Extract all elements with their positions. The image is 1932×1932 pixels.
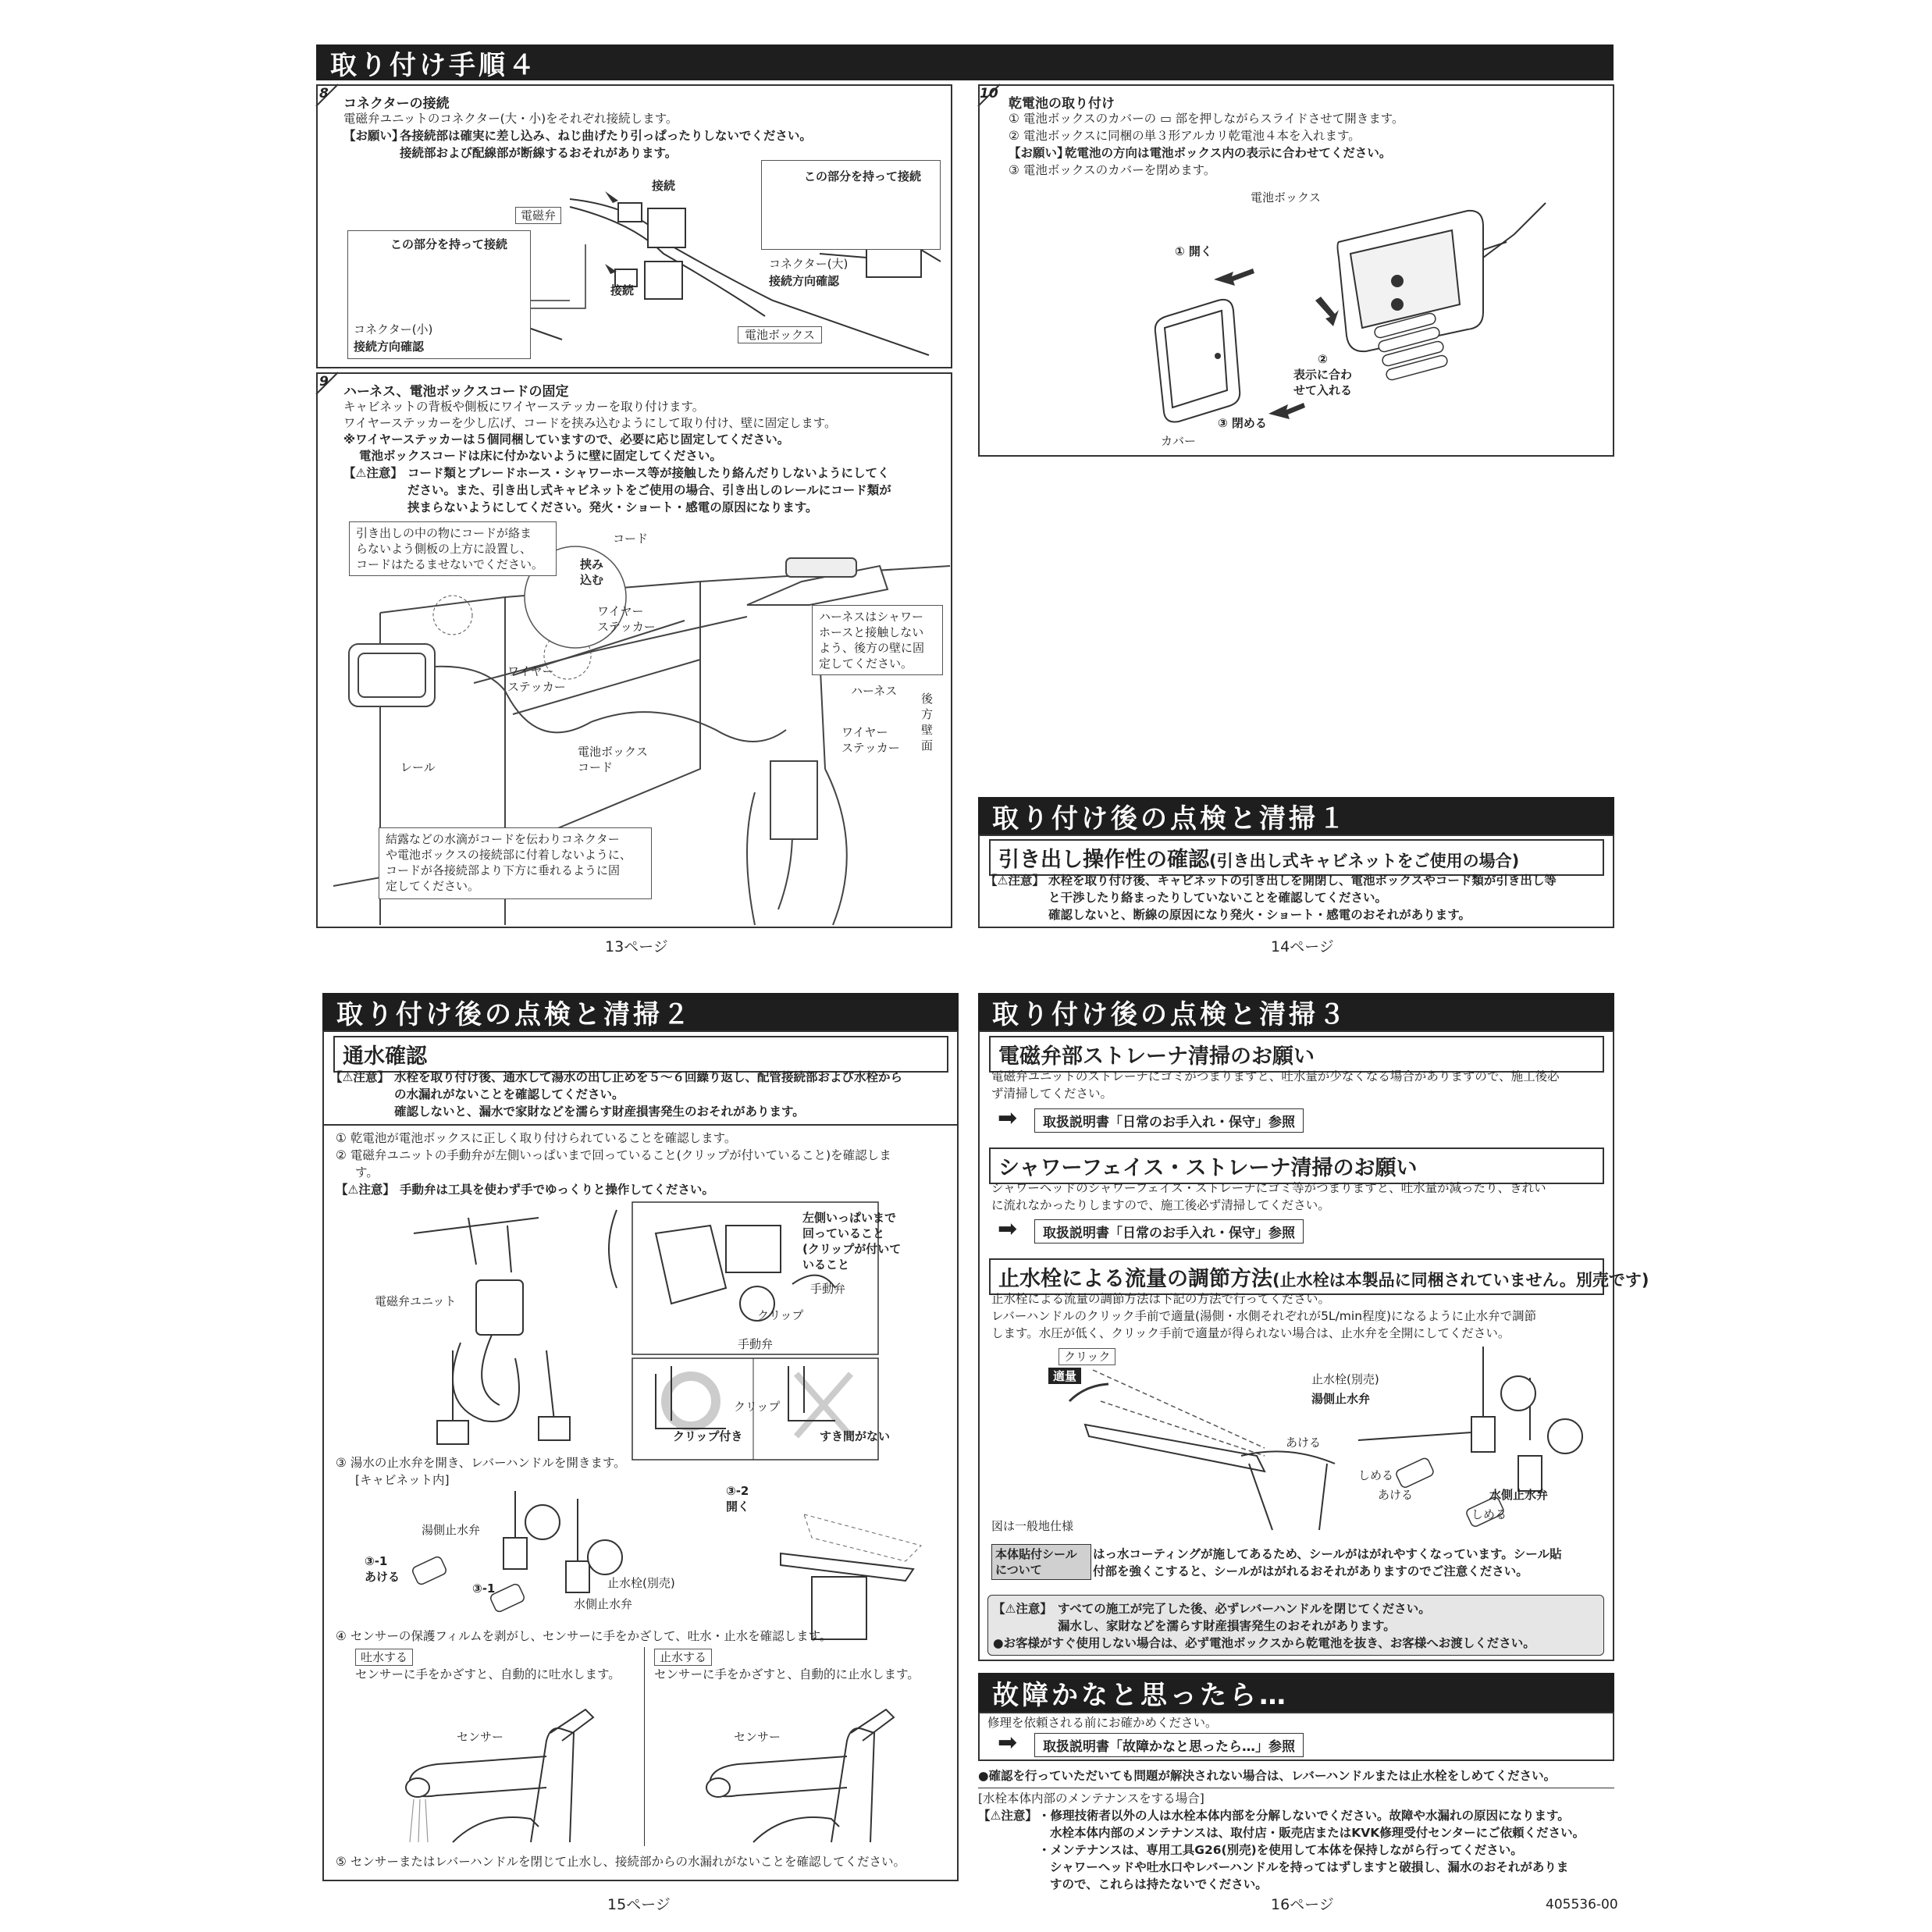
step9-number: 9	[319, 374, 329, 390]
battery-cord-label: 電池ボックス コード	[578, 745, 648, 774]
drawer-check-heading	[989, 839, 1604, 876]
p15-caution1: 水栓を取り付け後、通水して湯水の出し止めを５～６回繰り返し、配管接続部および水栓から	[394, 1070, 903, 1084]
p14-caution2: と干渉したり絡まったりしていないことを確認してください。	[1048, 891, 1388, 905]
p15-item2a: ② 電磁弁ユニットの手動弁が左側いっぱいまで回っていること(クリップが付いていること)を確認しま	[336, 1148, 891, 1162]
water-check-heading	[333, 1036, 948, 1073]
hot-valve-label: 湯側止水弁	[422, 1523, 481, 1537]
connector-large-dir: 接続方向確認	[769, 274, 840, 288]
cover-label: カバー	[1161, 434, 1197, 448]
fault-ref[interactable]: 取扱説明書「故障かなと思ったら…」参照	[1034, 1733, 1304, 1757]
connect-label-2: 接続	[610, 283, 635, 297]
p16-title-bar	[978, 993, 1614, 1030]
step10-note-tag: 【お願い】	[1009, 146, 1069, 160]
wire-sticker-label-2: ワイヤー ステッカー	[507, 664, 566, 694]
close-label-1: しめる	[1358, 1468, 1394, 1482]
water-check-title: 通水確認	[343, 1044, 427, 1069]
proper-amount-tag: 適量	[1048, 1368, 1081, 1384]
p16-gray3: ●お客様がすぐ使用しない場合は、必ず電池ボックスから乾電池を抜き、お客様へお渡しください。	[993, 1636, 1535, 1650]
connector-large-label: コネクター(大)	[769, 257, 849, 271]
p16-gray-tag: 【⚠注意】	[993, 1602, 1052, 1616]
p15-title: 取り付け後の点検と清掃２	[336, 998, 692, 1030]
flow-adjust-title: 止水栓による流量の調節方法	[998, 1267, 1272, 1291]
fault-title-bar	[978, 1673, 1614, 1712]
hold-here-label-small: この部分を持って接続	[390, 237, 508, 251]
page-number-15: 15ページ	[607, 1896, 671, 1913]
manual-valve-label: 手動弁	[810, 1282, 846, 1296]
seal-text: はっ水コーティングが施してあるため、シールがはがれやすくなっています。シール貼 付部を強くこすると、シールがはがれるおそれがありますのでご注意ください。	[1093, 1547, 1562, 1578]
step8-note-tag: 【お願い】	[343, 129, 404, 143]
connector-small-label: コネクター(小)	[354, 322, 433, 336]
p15-caution4: 手動弁は工具を使わず手でゆっくりと操作してください。	[400, 1183, 714, 1197]
no-gap-label: すき間がない	[820, 1429, 891, 1443]
p15-title-bar	[322, 993, 959, 1030]
p15-divider	[322, 1124, 959, 1126]
fault-ref-arrow: ➡	[998, 1729, 1018, 1756]
open-label-1: あける	[1286, 1436, 1322, 1450]
p14-caution1: 水栓を取り付け後、キャビネットの引き出しを開閉し、電池ボックスやコード類が引き出し等	[1048, 873, 1557, 888]
after-check-note: ●確認を行っていただいても問題が解決されない場合は、レバーハンドルまたは止水栓をしめてください。	[978, 1769, 1557, 1783]
strainer-ref[interactable]: 取扱説明書「日常のお手入れ・保守」参照	[1034, 1108, 1304, 1133]
battery-box-label: 電池ボックス	[1251, 190, 1321, 205]
insert-label: ② 表示に合わ せて入れる	[1293, 352, 1353, 397]
open-label-2: あける	[1378, 1488, 1414, 1502]
flow-adjust-line2: レバーハンドルのクリック手前で適量(湯側・水側それぞれが5L/min程度)になるように止水弁で調節	[991, 1309, 1537, 1323]
harness-label: ハーネス	[851, 684, 898, 698]
strainer-heading	[989, 1036, 1604, 1073]
p14-title: 取り付け後の点検と清掃１	[992, 802, 1348, 834]
step9-caution-tag: 【⚠注意】	[343, 466, 403, 480]
spout-tag: 吐水する	[355, 1649, 413, 1666]
wire-sticker-label-3: ワイヤー ステッカー	[841, 725, 900, 755]
maint4: シャワーヘッドや吐水口やレバーハンドルを持ってはずしますと破損し、漏水のおそれがありま	[1050, 1860, 1569, 1874]
stop-text: センサーに手をかざすと、自動的に止水します。	[654, 1667, 920, 1681]
p15-item5: ⑤ センサーまたはレバーハンドルを閉じて止水し、接続部からの水漏れがないことを確認してください。	[336, 1855, 906, 1869]
maint1: ・修理技術者以外の人は水栓本体内部を分解しないでください。故障や水漏れの原因になります。	[1038, 1809, 1570, 1823]
page-number-13: 13ページ	[605, 938, 668, 955]
valve-tag: 電磁弁	[515, 207, 561, 224]
shower-strainer-heading	[989, 1147, 1604, 1184]
maint3: ・メンテナンスは、専用工具G26(別売)を使用して本体を保持しながら行ってください。	[1038, 1843, 1523, 1857]
step8-number: 8	[319, 86, 329, 101]
step10-line3: ③ 電池ボックスのカバーを閉めます。	[1009, 163, 1216, 177]
stop-valve-sep-label-16: 止水栓(別売)	[1311, 1372, 1379, 1386]
fault-title: 故障かなと思ったら…	[992, 1679, 1289, 1711]
flow-adjust-note: (止水栓は本製品に同梱されていません。別売です)	[1272, 1271, 1649, 1290]
connect-label-1: 接続	[652, 179, 676, 193]
p14-title-bar	[978, 797, 1614, 834]
battery-box-illustration	[1140, 187, 1530, 453]
p13-title-bar	[316, 44, 1614, 80]
step9-caution2: ださい。また、引き出し式キャビネットをご使用の場合、引き出しのレールにコード類が	[407, 483, 891, 497]
strainer-line2: ず清掃してください。	[991, 1087, 1113, 1101]
step9-line2: ワイヤーステッカーを少し広げ、コードを挟み込むようにして取り付け、壁に固定します。	[343, 416, 837, 430]
hot-valve-label-16: 湯側止水弁	[1311, 1392, 1371, 1406]
p13-title: 取り付け手順４	[330, 49, 538, 81]
document-code: 405536-00	[1546, 1897, 1618, 1912]
p15-caution4-tag: 【⚠注意】	[336, 1183, 395, 1197]
shower-strainer-ref[interactable]: 取扱説明書「日常のお手入れ・保守」参照	[1034, 1219, 1304, 1244]
p15-caution-tag: 【⚠注意】	[330, 1070, 390, 1084]
step10-note: 乾電池の方向は電池ボックス内の表示に合わせてください。	[1065, 146, 1392, 160]
stop-valve-sep-label: 止水栓(別売)	[607, 1576, 675, 1590]
seal-tag: 本体貼付シール について	[991, 1544, 1091, 1580]
shower-ref-arrow: ➡	[998, 1215, 1018, 1243]
shower-strainer-title: シャワーフェイス・ストレーナ清掃のお願い	[998, 1156, 1418, 1180]
clip-label-2: クリップ	[734, 1400, 781, 1414]
battery-box-tag: 電池ボックス	[738, 326, 822, 343]
p14-caution3: 確認しないと、断線の原因になり発火・ショート・感電のおそれがあります。	[1048, 908, 1471, 922]
stop-valve-illustration	[343, 1483, 945, 1639]
step9-line3: ※ワイヤーステッカーは５個同梱していますので、必要に応じ固定してください。	[343, 432, 790, 447]
rear-wall-label: 後 方 壁 面	[921, 692, 934, 753]
connector-small-dir: 接続方向確認	[354, 340, 425, 354]
step9-title: ハーネス、電池ボックスコードの固定	[343, 384, 569, 400]
open-label: ① 開く	[1175, 244, 1212, 258]
p15-col-divider	[644, 1647, 645, 1846]
solenoid-unit-label: 電磁弁ユニット	[375, 1294, 457, 1308]
step9-caution1: コード類とブレードホース・シャワーホース等が接触したり絡んだりしないようにしてく	[407, 466, 890, 480]
drawer-check-note: (引き出し式キャビネットをご使用の場合)	[1209, 852, 1520, 870]
flow-adjust-line1: 止水栓による流量の調節方法は下記の方法で行ってください。	[991, 1292, 1331, 1306]
strainer-line1: 電磁弁ユニットのストレーナにゴミがつまりますと、吐水量が少なくなる場合がありますので、施工後必	[991, 1069, 1560, 1083]
step10-title: 乾電池の取り付け	[1009, 96, 1115, 112]
manual-valve-label-2: 手動弁	[738, 1337, 774, 1351]
hold-here-label-large: この部分を持って接続	[804, 169, 922, 183]
harness-callout: ハーネスはシャワー ホースと接触しない よう、後方の壁に固 定してください。	[812, 605, 943, 675]
clip-label: クリップ	[757, 1308, 804, 1322]
click-tag: クリック	[1059, 1348, 1115, 1365]
shower-strainer-line1: シャワーヘッドのシャワーフェイス・ストレーナにゴミ等がつまりますと、吐水量が減ったり、きれい	[991, 1181, 1546, 1195]
step9-caution3: 挟まらないようにしてください。発火・ショート・感電の原因になります。	[407, 500, 818, 514]
step-31: ③-1	[472, 1582, 496, 1596]
cold-valve-label: 水側止水弁	[574, 1597, 633, 1611]
page-number-16: 16ページ	[1271, 1896, 1334, 1913]
maint-title: [水栓本体内部のメンテナンスをする場合]	[978, 1791, 1204, 1806]
pinch-label: 挟み 込む	[580, 557, 604, 587]
p15-item2b: す。	[355, 1165, 379, 1179]
p15-item3: ③ 湯水の止水弁を開き、レバーハンドルを開きます。	[336, 1456, 626, 1470]
step-31-open: ③-1 あける	[365, 1554, 400, 1584]
wire-sticker-label-1: ワイヤー ステッカー	[597, 604, 656, 634]
p15-item4: ④ センサーの保護フィルムを剥がし、センサーに手をかざして、吐水・止水を確認します。	[336, 1629, 832, 1643]
p16-gray1: すべての施工が完了した後、必ずレバーハンドルを閉じてください。	[1058, 1602, 1431, 1616]
dew-callout: 結露などの水滴がコードを伝わりコネクター や電池ボックスの接続部に付着しないように、 コードが各接続部より下方に垂れるように固 定してください。	[379, 827, 652, 899]
step10-line1: ① 電池ボックスのカバーの ▭ 部を押しながらスライドさせて開きます。	[1009, 112, 1404, 126]
step8-line1: 電磁弁ユニットのコネクター(大・小)をそれぞれ接続します。	[343, 112, 678, 126]
stop-tag: 止水する	[654, 1649, 712, 1666]
maint-tag: 【⚠注意】	[978, 1809, 1037, 1823]
step10-line2: ② 電池ボックスに同梱の単３形アルカリ乾電池４本を入れます。	[1009, 129, 1361, 143]
strainer-ref-arrow: ➡	[998, 1105, 1018, 1132]
step9-line4: 電池ボックスコードは床に付かないように壁に固定してください。	[359, 449, 722, 463]
sensor-label-left: センサー	[457, 1730, 504, 1744]
p15-item1: ① 乾電池が電池ボックスに正しく取り付けられていることを確認します。	[336, 1131, 737, 1145]
fault-line: 修理を依頼される前にお確かめください。	[987, 1716, 1218, 1730]
strainer-title: 電磁弁部ストレーナ清掃のお願い	[998, 1044, 1315, 1069]
p15-item3-sub: [キャビネット内]	[355, 1473, 450, 1487]
flow-adjust-line3: します。水圧が低く、クリック手前で適量が得られない場合は、止水弁を全開にしてください。	[991, 1326, 1510, 1340]
with-clip-label: クリップ付き	[673, 1429, 743, 1443]
drawer-callout: 引き出しの中の物にコードが絡ま らないよう側板の上方に設置し、 コードはたるませないでください。	[349, 521, 557, 576]
p16-gray2: 漏水し、家財などを濡らす財産損害発生のおそれがあります。	[1058, 1619, 1396, 1633]
general-spec-label: 図は一般地仕様	[991, 1519, 1074, 1533]
step-32-open: ③-2 開く	[726, 1484, 750, 1514]
sensor-faucet-right	[691, 1686, 925, 1846]
rail-label: レール	[400, 760, 436, 774]
step9-line1: キャビネットの背板や側板にワイヤーステッカーを取り付けます。	[343, 400, 705, 414]
p15-caution3: 確認しないと、漏水で家財などを濡らす財産損害発生のおそれがあります。	[394, 1105, 805, 1119]
sensor-label-right: センサー	[734, 1730, 781, 1744]
shower-strainer-line2: に流れなかったりしますので、施工後必ず清掃してください。	[991, 1198, 1330, 1212]
cord-label: コード	[613, 532, 649, 546]
p15-caution2: の水漏れがないことを確認してください。	[394, 1087, 624, 1101]
close-label: ③ 閉める	[1218, 416, 1267, 430]
flow-adjust-heading	[989, 1258, 1649, 1295]
p14-caution-tag: 【⚠注意】	[985, 873, 1044, 888]
step8-note2: 接続部および配線部が断線するおそれがあります。	[400, 146, 678, 160]
maint2: 水栓本体内部のメンテナンスは、取付店・販売店またはKVK修理受付センターにご依頼ください。	[1050, 1826, 1585, 1840]
step8-note1: 各接続部は確実に差し込み、ねじ曲げたり引っぱったりしないでください。	[400, 129, 812, 143]
step8-title: コネクターの接続	[343, 96, 450, 112]
page-number-14: 14ページ	[1271, 938, 1334, 955]
sensor-faucet-left	[390, 1686, 624, 1846]
p16-title: 取り付け後の点検と清掃３	[992, 998, 1348, 1030]
step10-number: 10	[980, 86, 998, 101]
maint5: すので、これらは持たないでください。	[1050, 1877, 1268, 1891]
drawer-check-title: 引き出し操作性の確認	[998, 848, 1209, 872]
left-full-label: 左側いっぱいまで 回っていること (クリップが付いて いること	[802, 1211, 902, 1272]
cold-valve-label-16: 水側止水弁	[1489, 1488, 1549, 1502]
spout-text: センサーに手をかざすと、自動的に吐水します。	[355, 1667, 621, 1681]
close-label-2: しめる	[1471, 1507, 1507, 1521]
